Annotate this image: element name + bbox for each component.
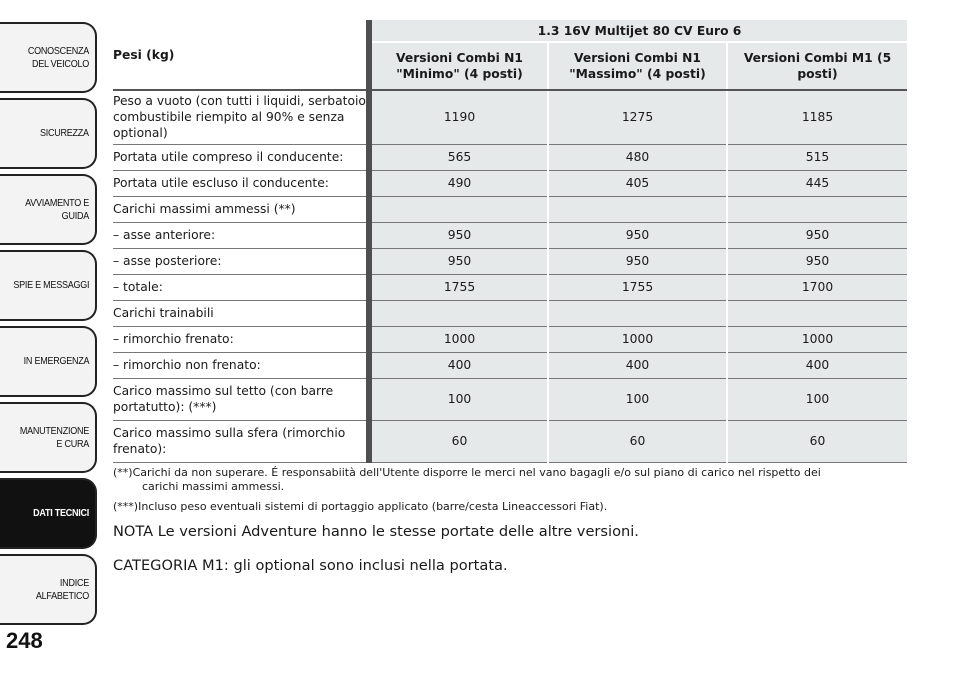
main-content [113, 20, 907, 591]
cell-value: 950 [727, 222, 907, 248]
row-label: Carichi massimi ammessi (**) [113, 196, 369, 222]
nota-adventure: NOTA Le versioni Adventure hanno le stesse portate delle altre versioni. [113, 522, 639, 540]
row-label: – rimorchio frenato: [113, 326, 369, 352]
cell-value: 400 [369, 352, 548, 378]
row-label: – asse anteriore: [113, 222, 369, 248]
cell-value: 405 [548, 170, 727, 196]
tab-label: IN EMERGENZA [23, 355, 89, 367]
cell-value [727, 196, 907, 222]
cell-value: 565 [369, 144, 548, 170]
cell-value: 515 [727, 144, 907, 170]
cell-value [369, 196, 548, 222]
cell-value [727, 300, 907, 326]
cell-value: 1185 [727, 90, 907, 144]
cell-value: 480 [548, 144, 727, 170]
footnote-double-asterisk-cont: carichi massimi ammessi. [142, 479, 285, 493]
cell-value: 60 [369, 420, 548, 462]
row-label: Portata utile compreso il conducente: [113, 144, 369, 170]
table-row [113, 170, 907, 196]
tab-label: AVVIAMENTO E GUIDA [25, 196, 90, 222]
table-row [113, 196, 907, 222]
cell-value: 400 [548, 352, 727, 378]
tab-label: SPIE E MESSAGGI [13, 279, 89, 291]
row-label: – asse posteriore: [113, 248, 369, 274]
table-row [113, 144, 907, 170]
cell-value: 100 [548, 378, 727, 420]
cell-value: 1755 [369, 274, 548, 300]
cell-value: 950 [548, 222, 727, 248]
row-label: Carichi trainabili [113, 300, 369, 326]
cell-value [548, 196, 727, 222]
cell-value [369, 300, 548, 326]
tab-avviamento-e-guida[interactable] [0, 174, 97, 245]
weights-label-header: Pesi (kg) [113, 20, 369, 90]
tab-spie-e-messaggi[interactable] [0, 250, 97, 321]
cell-value: 1275 [548, 90, 727, 144]
table-row [113, 352, 907, 378]
weights-table [113, 20, 907, 463]
cell-value [548, 300, 727, 326]
cell-value: 950 [727, 248, 907, 274]
cell-value: 60 [727, 420, 907, 462]
cell-value: 950 [369, 222, 548, 248]
tab-label: INDICE ALFABETICO [35, 576, 89, 602]
cell-value: 1000 [369, 326, 548, 352]
cell-value: 950 [548, 248, 727, 274]
footnote-triple-asterisk: (***)Incluso peso eventuali sistemi di portaggio applicato (barre/cesta Lineaccessori Fiat). [113, 499, 608, 513]
table-row [113, 248, 907, 274]
row-label: – rimorchio non frenato: [113, 352, 369, 378]
row-label: Carico massimo sul tetto (con barre portatutto): (***) [113, 378, 369, 420]
cell-value: 60 [548, 420, 727, 462]
cell-value: 950 [369, 248, 548, 274]
cell-value: 1700 [727, 274, 907, 300]
categoria-m1-note: CATEGORIA M1: gli optional sono inclusi nella portata. [113, 557, 508, 575]
table-row [113, 222, 907, 248]
engine-header: 1.3 16V Multijet 80 CV Euro 6 [369, 20, 907, 42]
tab-label: DATI TECNICI [33, 507, 89, 519]
tab-manutenzione-e-cura[interactable] [0, 402, 97, 473]
page-number: 248 [6, 628, 43, 653]
cell-value: 1755 [548, 274, 727, 300]
table-row [113, 378, 907, 420]
column-header: Versioni Combi N1 "Minimo" (4 posti) [369, 42, 548, 90]
footnotes [113, 466, 907, 514]
column-header: Versioni Combi N1 "Massimo" (4 posti) [548, 42, 727, 90]
tab-sicurezza[interactable] [0, 98, 97, 169]
cell-value: 445 [727, 170, 907, 196]
tab-in-emergenza[interactable] [0, 326, 97, 397]
row-label: Peso a vuoto (con tutti i liquidi, serbatoio combustibile riempito al 90% e senza optional) [113, 90, 369, 144]
cell-value: 1190 [369, 90, 548, 144]
table-row [113, 300, 907, 326]
tab-label: MANUTENZIONE E CURA [19, 424, 89, 450]
table-row [113, 326, 907, 352]
tab-indice-alfabetico[interactable] [0, 554, 97, 625]
table-row [113, 90, 907, 144]
tab-label: CONOSCENZA DEL VEICOLO [27, 44, 89, 70]
cell-value: 490 [369, 170, 548, 196]
tab-dati-tecnici[interactable] [0, 478, 97, 549]
tab-conoscenza-del-veicolo[interactable] [0, 22, 97, 93]
tab-label: SICUREZZA [40, 127, 89, 139]
row-label: Portata utile escluso il conducente: [113, 170, 369, 196]
cell-value: 400 [727, 352, 907, 378]
cell-value: 1000 [727, 326, 907, 352]
cell-value: 1000 [548, 326, 727, 352]
table-row [113, 420, 907, 462]
footnote-double-asterisk: (**)Carichi da non superare. É responsabiità dell'Utente disporre le merci nel vano bagagli e/o sul piano di carico nel rispetto dei [113, 465, 821, 479]
table-row [113, 274, 907, 300]
column-header: Versioni Combi M1 (5 posti) [727, 42, 907, 90]
row-label: – totale: [113, 274, 369, 300]
row-label: Carico massimo sulla sfera (rimorchio frenato): [113, 420, 369, 462]
cell-value: 100 [369, 378, 548, 420]
cell-value: 100 [727, 378, 907, 420]
